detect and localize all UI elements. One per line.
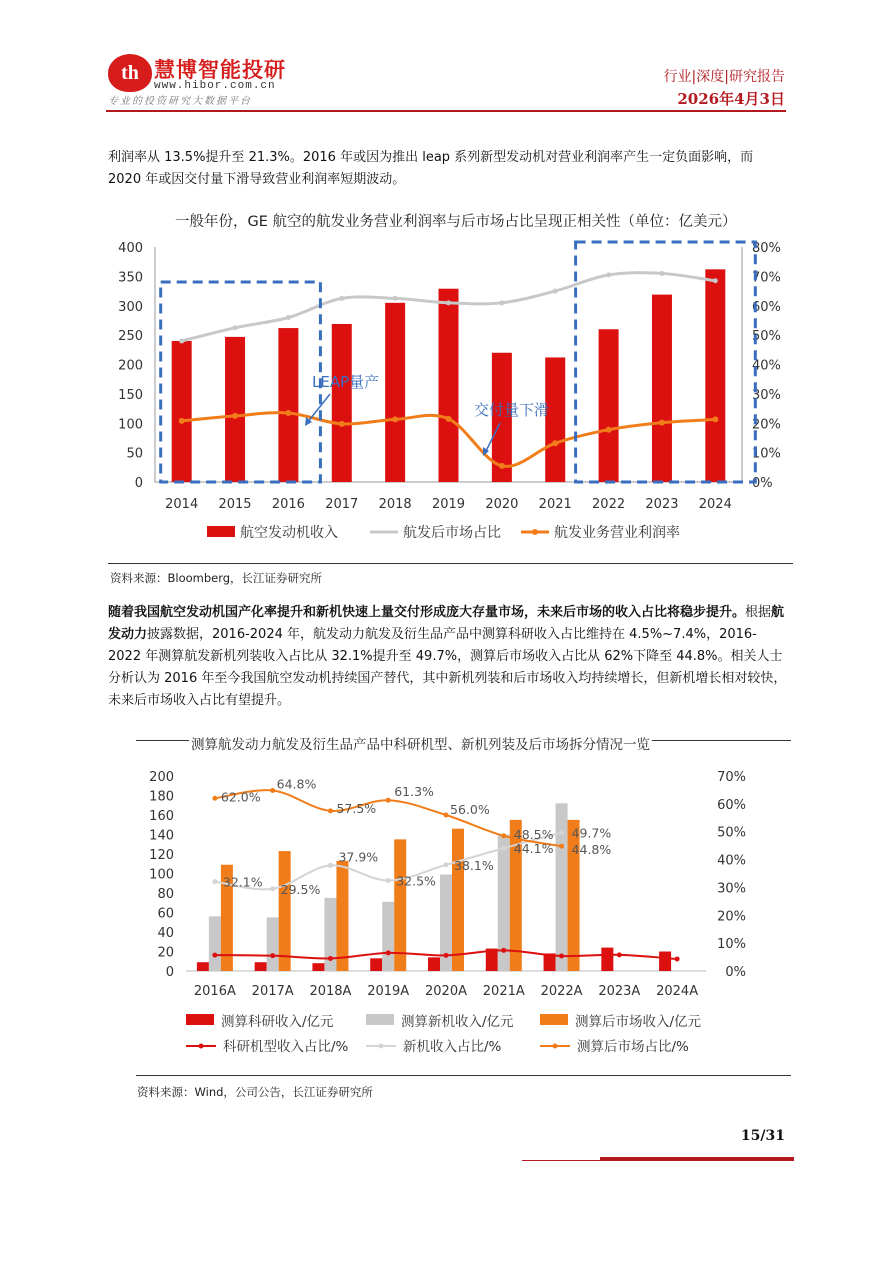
chart2-label-newmachine: 29.5% [280, 881, 321, 897]
chart2-label-aftermarket: 64.8% [276, 776, 317, 792]
chart2-point-3 [617, 952, 622, 957]
chart1-point-margin [285, 410, 291, 416]
chart2-label-newmachine: 32.5% [396, 873, 436, 889]
chart2-y2-tick: 50% [717, 825, 746, 841]
chart1-point-aftermarket [233, 325, 238, 330]
chart2-x-tick: 2016A [193, 984, 236, 999]
chart2-point-3 [328, 956, 333, 961]
chart1-y-tick: 250 [118, 329, 143, 345]
chart1-legend-swatch-bar [207, 526, 235, 537]
chart1-point-margin [232, 413, 238, 419]
chart2-y-tick: 40 [157, 926, 174, 941]
chart2-y-tick: 0 [165, 965, 174, 980]
chart1-x-tick: 2024 [698, 497, 732, 512]
chart1-source: 资料来源：Bloomberg，长江证券研究所 [110, 571, 323, 585]
footer-line [522, 1160, 794, 1161]
chart2-bar-0 [370, 958, 382, 971]
chart1-legend-aftermarket: 航发后市场占比 [403, 525, 501, 541]
chart2-label-aftermarket: 44.8% [571, 842, 612, 858]
chart2-bar-0 [197, 962, 209, 971]
chart1-bar [705, 269, 725, 482]
chart2-point-4 [212, 879, 217, 884]
chart2-point-5 [444, 813, 449, 818]
chart2-bar-0 [659, 952, 671, 972]
chart2-bar-2 [394, 839, 406, 971]
paragraph-1: 利润率从 13.5%提升至 21.3%。2016 年或因为推出 leap 系列新型发动机对营业利润率产生一定负面影响，而 2020 年或因交付量下滑导致营业利润率短期波动。 [108, 150, 754, 187]
chart1-y-tick: 350 [118, 270, 143, 286]
chart1-x-tick: 2023 [645, 497, 679, 512]
chart2-legend-dot-3 [199, 1044, 204, 1049]
chart2-legend-bar-0: 测算科研收入/亿元 [221, 1014, 334, 1030]
chart2-point-3 [386, 950, 391, 955]
chart1-y-tick: 50 [126, 446, 143, 462]
chart1-bar [652, 295, 672, 482]
chart1-y-tick: 150 [118, 387, 143, 403]
chart1-y-tick: 100 [118, 417, 143, 433]
chart1-point-margin [659, 420, 665, 426]
chart2-point-5 [212, 796, 217, 801]
chart2-label-newmachine: 44.1% [513, 841, 554, 857]
chart2-legend-swatch-bar-0 [186, 1014, 214, 1025]
chart1-point-aftermarket [553, 289, 558, 294]
chart2-point-4 [444, 862, 449, 867]
chart2-y-tick: 100 [149, 867, 174, 883]
chart1-point-aftermarket [393, 296, 398, 301]
chart1-y2-tick: 50% [752, 329, 781, 345]
chart1-bar [385, 303, 405, 482]
chart2-legend-line-4: 新机收入占比/% [403, 1039, 502, 1055]
chart2-bar-2 [336, 861, 348, 971]
chart2-y2-tick: 30% [717, 881, 746, 897]
chart1-x-tick: 2016 [271, 497, 305, 512]
report-date: 2026年4月3日 [677, 90, 785, 108]
chart2-point-3 [559, 953, 564, 958]
chart1-bar [225, 337, 245, 482]
chart1-bar [599, 329, 619, 482]
chart1-point-aftermarket [499, 300, 504, 305]
chart1-legend-bar: 航空发动机收入 [240, 525, 338, 541]
chart1-y2-tick: 20% [752, 417, 781, 433]
chart2-y-tick: 180 [149, 789, 174, 805]
chart2-y2-tick: 0% [725, 965, 746, 980]
chart1-y-tick: 300 [118, 299, 143, 315]
chart2-rule [136, 1075, 791, 1076]
chart2-y-tick: 80 [157, 887, 174, 902]
chart1-annotation-leap: LEAP量产 [312, 373, 380, 391]
chart1-point-margin [712, 416, 718, 422]
chart1-y2-tick: 30% [752, 387, 781, 403]
paragraph-2-mid: 根据 [745, 605, 772, 620]
chart2-label-newmachine: 37.9% [338, 849, 379, 865]
chart2-bar-1 [382, 902, 394, 971]
chart2-point-3 [212, 953, 217, 958]
brand-logo: th [108, 54, 152, 92]
chart1-x-tick: 2020 [485, 497, 519, 512]
chart1-y2-tick: 10% [752, 446, 781, 462]
chart1-y2-tick: 60% [752, 299, 781, 315]
chart2-legend-line-5: 测算后市场占比/% [577, 1039, 689, 1055]
chart1-x-tick: 2021 [538, 497, 572, 512]
chart1-x-tick: 2019 [431, 497, 466, 512]
chart2-label-aftermarket: 57.5% [336, 800, 377, 816]
chart2-point-3 [444, 953, 449, 958]
chart1-y-tick: 200 [118, 358, 143, 374]
chart1-point-aftermarket [446, 300, 451, 305]
chart2-label-newmachine: 49.7% [571, 825, 612, 841]
chart1-legend-margin: 航发业务营业利润率 [554, 525, 680, 541]
chart2-y-tick: 200 [149, 770, 174, 785]
chart2-legend-bar-2: 测算后市场收入/亿元 [575, 1014, 702, 1030]
chart1-y-tick: 400 [118, 241, 143, 256]
chart1-bar [332, 324, 352, 482]
chart2-point-3 [270, 953, 275, 958]
chart2-label-aftermarket: 61.3% [394, 784, 434, 800]
chart1-x-tick: 2015 [218, 497, 252, 512]
chart2-legend-bar-1: 测算新机收入/亿元 [401, 1014, 514, 1030]
chart2-y2-tick: 70% [717, 770, 746, 785]
chart1-point-aftermarket [713, 278, 718, 283]
chart1-bar [439, 289, 459, 482]
chart2-bar-0 [428, 957, 440, 971]
chart2-point-5 [270, 788, 275, 793]
chart1-y2-tick: 80% [752, 241, 781, 256]
chart2-bar-1 [267, 917, 279, 971]
chart2-y2-tick: 60% [717, 797, 746, 813]
chart2-x-tick: 2017A [251, 984, 294, 999]
chart1-point-margin [606, 427, 612, 433]
chart1-point-margin [552, 440, 558, 446]
paragraph-2-rest: 披露数据，2016-2024 年，航发动力航发及衍生品产品中测算科研收入占比维持在 4.5%~7.4%，2016-2022 年测算航发新机列装收入占比从 32.1%提升至 49.7%，测算后市场收入占比从 62%下降至 44.8%。相关人士分析认为 2016 年至今我国航空发动机持续国产替代，其中新机列装和后市场收入均持续增长，但新机增长相对较快，未来后市场收入占比有望提升。 [108, 627, 787, 708]
chart1-y2-tick: 0% [752, 476, 773, 491]
report-category: 行业|深度|研究报告 [663, 69, 785, 85]
chart2-bar-0 [255, 962, 267, 971]
brand-name: 慧博智能投研 [154, 58, 286, 82]
chart1-point-aftermarket [606, 272, 611, 277]
chart2-source: 资料来源：Wind，公司公告，长江证券研究所 [137, 1085, 373, 1099]
chart1-legend-dot-margin [532, 529, 538, 535]
chart1-point-aftermarket [286, 315, 291, 320]
chart2-bar-1 [556, 803, 568, 971]
chart1-title: 一般年份，GE 航空的航发业务营业利润率与后市场占比呈现正相关性（单位：亿美元） [175, 214, 737, 230]
chart2-title: 测算航发动力航发及衍生品产品中科研机型、新机列装及后市场拆分情况一览 [189, 733, 652, 753]
chart2-x-tick: 2021A [482, 984, 525, 999]
header-divider [106, 110, 786, 112]
chart1-y2-tick: 70% [752, 270, 781, 286]
chart1-rule [108, 563, 793, 564]
chart1-point-margin [179, 418, 185, 424]
chart2-label-aftermarket: 56.0% [450, 802, 490, 817]
chart1-x-tick: 2014 [165, 497, 199, 512]
paragraph-2 [108, 602, 788, 712]
chart2-y2-tick: 40% [717, 853, 746, 869]
chart2-y2-tick: 10% [717, 937, 746, 953]
chart2-x-tick: 2018A [309, 984, 352, 999]
chart1-y2-tick: 40% [752, 358, 781, 374]
chart2-bar-1 [209, 916, 221, 971]
chart1-x-tick: 2018 [378, 497, 412, 512]
chart2-legend-line-3: 科研机型收入占比/% [223, 1039, 349, 1055]
chart2-x-tick: 2024A [656, 984, 699, 999]
chart2 [0, 750, 893, 1070]
chart2-x-tick: 2023A [598, 984, 641, 999]
chart1-point-margin [392, 416, 398, 422]
chart1-point-aftermarket [339, 296, 344, 301]
chart2-label-newmachine: 38.1% [454, 857, 494, 873]
chart2-label-aftermarket: 48.5% [513, 826, 554, 842]
chart2-x-tick: 2022A [540, 984, 583, 999]
chart2-y-tick: 60 [157, 906, 174, 922]
chart1-point-aftermarket [179, 339, 184, 344]
chart2-bar-0 [601, 948, 613, 971]
chart2-point-5 [386, 798, 391, 803]
chart1-bar [278, 328, 298, 482]
chart2-legend-dot-4 [379, 1044, 384, 1049]
chart2-point-4 [559, 830, 564, 835]
chart1 [0, 230, 893, 570]
chart2-legend-swatch-bar-1 [366, 1014, 394, 1025]
brand-slogan: 专业的投资研究大数据平台 [108, 96, 252, 107]
chart2-bar-2 [452, 829, 464, 971]
chart1-bar [172, 341, 192, 482]
chart2-point-4 [328, 863, 333, 868]
chart2-point-5 [559, 844, 564, 849]
chart2-y-tick: 140 [149, 828, 174, 844]
chart2-legend-dot-5 [553, 1044, 558, 1049]
chart2-point-4 [386, 878, 391, 883]
chart1-point-margin [499, 463, 505, 469]
paragraph-2-bold: 随着我国航空发动机国产化率提升和新机快速上量交付形成庞大存量市场，未来后市场的收入占比将稳步提升。 [108, 605, 746, 620]
chart1-x-tick: 2017 [325, 497, 359, 512]
chart2-y-tick: 120 [149, 848, 174, 863]
chart1-point-margin [339, 421, 345, 427]
chart1-annotation-delivery: 交付量下滑 [474, 401, 550, 419]
chart2-point-3 [675, 957, 680, 962]
page-number: 15/31 [740, 1128, 785, 1144]
chart1-x-tick: 2022 [592, 497, 626, 512]
chart2-label-newmachine: 32.1% [222, 874, 263, 890]
chart2-point-5 [501, 833, 506, 838]
chart2-legend-swatch-bar-2 [540, 1014, 568, 1025]
chart1-bar [545, 357, 565, 482]
chart2-bar-0 [312, 963, 324, 971]
chart2-point-5 [328, 808, 333, 813]
chart1-point-margin [446, 416, 452, 422]
chart2-x-tick: 2020A [425, 984, 467, 999]
chart2-label-aftermarket: 62.0% [220, 789, 261, 805]
paragraph-2-company: 航发动力 [108, 605, 785, 642]
chart2-y-tick: 20 [157, 945, 174, 961]
chart2-y-tick: 160 [149, 809, 174, 824]
chart2-x-tick: 2019A [367, 984, 410, 999]
chart2-point-3 [501, 948, 506, 953]
chart2-point-4 [270, 886, 275, 891]
chart2-point-4 [501, 846, 506, 851]
brand-site[interactable]: www.hibor.com.cn [154, 80, 276, 92]
chart2-y2-tick: 20% [717, 909, 746, 925]
chart1-y-tick: 0 [134, 476, 143, 491]
chart1-point-aftermarket [659, 271, 664, 276]
chart2-bar-2 [279, 851, 291, 971]
